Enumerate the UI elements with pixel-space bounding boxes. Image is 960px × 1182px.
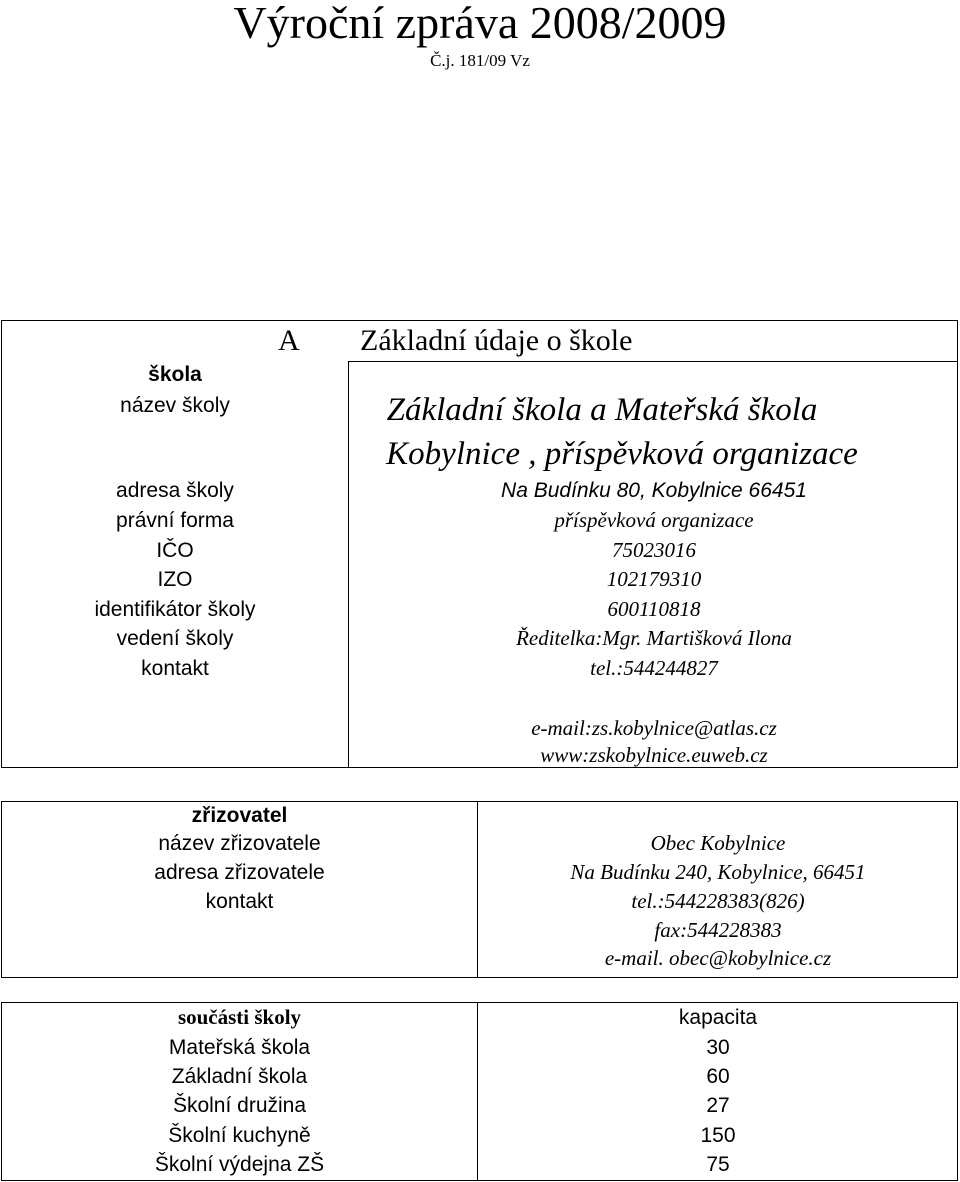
value-founder-address: Na Budínku 240, Kobylnice, 66451 bbox=[570, 860, 866, 884]
value-school-management: Ředitelka:Mgr. Martišková Ilona bbox=[516, 626, 792, 650]
school-parts-header-label: součásti školy bbox=[177, 1005, 302, 1029]
value-school-phone: tel.:544244827 bbox=[590, 656, 718, 680]
label-legal-form: právní forma bbox=[116, 509, 234, 532]
section-title: Základní údaje o škole bbox=[360, 324, 633, 357]
school-group-label: škola bbox=[148, 363, 202, 386]
label-ico: IČO bbox=[156, 539, 194, 562]
school-part-label: Mateřská škola bbox=[168, 1036, 311, 1059]
label-founder-address: adresa zřizovatele bbox=[154, 861, 325, 884]
label-school-management: vedení školy bbox=[116, 627, 234, 650]
label-founder-name: název zřizovatele bbox=[158, 832, 321, 855]
school-part-capacity: 150 bbox=[700, 1124, 736, 1147]
basic-info-column-divider bbox=[348, 361, 349, 768]
label-izo: IZO bbox=[157, 568, 193, 591]
school-part-capacity: 75 bbox=[706, 1153, 730, 1176]
school-parts-header-capacity: kapacita bbox=[678, 1006, 758, 1029]
document-reference: Č.j. 181/09 Vz bbox=[430, 51, 530, 70]
value-school-identifier: 600110818 bbox=[607, 597, 701, 621]
school-part-label: Školní družina bbox=[172, 1094, 307, 1117]
basic-info-header-divider bbox=[348, 361, 958, 362]
school-name-line-1: Základní škola a Mateřská škola bbox=[386, 392, 818, 428]
school-part-capacity: 60 bbox=[706, 1065, 730, 1088]
value-founder-fax: fax:544228383 bbox=[654, 918, 782, 942]
value-school-email: e-mail:zs.kobylnice@atlas.cz bbox=[531, 716, 777, 740]
label-school-name: název školy bbox=[120, 394, 230, 417]
value-founder-email: e-mail. obec@kobylnice.cz bbox=[604, 946, 832, 970]
value-founder-name: Obec Kobylnice bbox=[650, 831, 786, 855]
value-school-web: www:zskobylnice.euweb.cz bbox=[540, 743, 768, 767]
founder-group-label: zřizovatel bbox=[191, 804, 288, 827]
school-name-line-2: Kobylnice , příspěvková organizace bbox=[386, 436, 858, 472]
value-school-address: Na Budínku 80, Kobylnice 66451 bbox=[501, 479, 807, 502]
school-part-label: Školní kuchyně bbox=[168, 1124, 311, 1147]
document-title: Výroční zpráva 2008/2009 bbox=[233, 0, 727, 48]
value-legal-form: příspěvková organizace bbox=[554, 508, 754, 532]
school-part-label: Školní výdejna ZŠ bbox=[154, 1153, 325, 1176]
value-founder-phone: tel.:544228383(826) bbox=[631, 889, 805, 913]
label-school-address: adresa školy bbox=[116, 479, 234, 502]
school-part-capacity: 30 bbox=[706, 1036, 730, 1059]
value-izo: 102179310 bbox=[606, 567, 702, 591]
value-ico: 75023016 bbox=[612, 538, 696, 562]
section-letter: A bbox=[278, 324, 300, 357]
school-part-capacity: 27 bbox=[706, 1094, 730, 1117]
label-founder-contact: kontakt bbox=[205, 890, 274, 913]
school-part-label: Základní škola bbox=[171, 1065, 308, 1088]
label-school-contact: kontakt bbox=[141, 657, 209, 680]
label-school-identifier: identifikátor školy bbox=[94, 598, 256, 621]
